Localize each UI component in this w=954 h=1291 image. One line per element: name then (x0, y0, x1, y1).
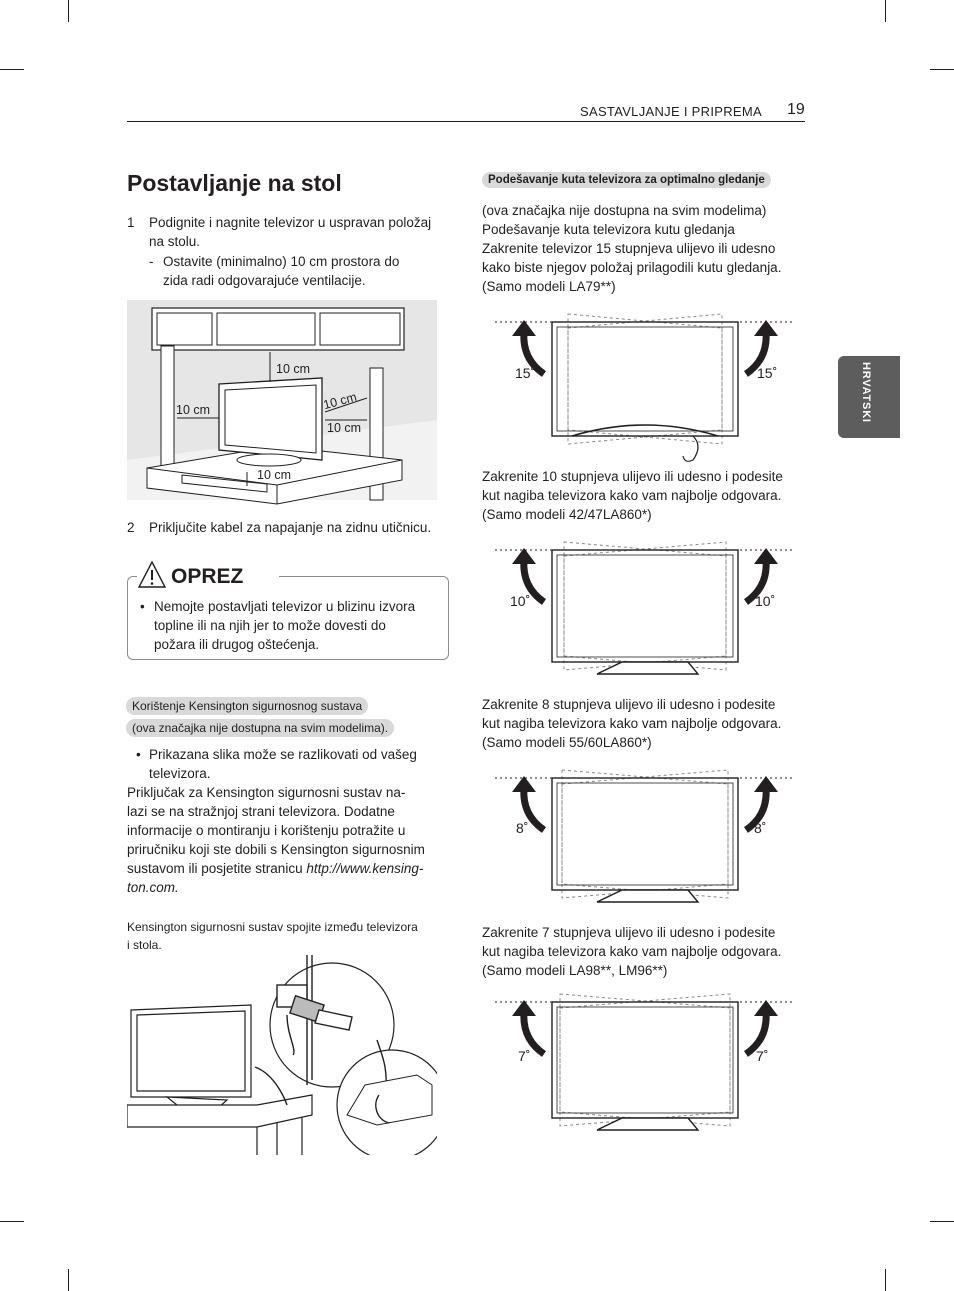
caution-line-2: topline ili na njih jer to može dovesti do (154, 618, 386, 633)
angle-intro-line-3: Zakrenite televizor 15 stupnjeva ulijevo ili udesno (482, 241, 776, 256)
language-tab-label: HRVATSKI (860, 362, 872, 423)
text-10-line-1: Zakrenite 10 stupnjeva ulijevo ili udesno i podesite (482, 469, 783, 484)
tv-stand (572, 425, 718, 436)
tv-screen (557, 1007, 733, 1113)
rotate-right-arrowhead (754, 548, 778, 564)
clearance-label-left: 10 cm (176, 403, 211, 417)
text-7-line-3: (Samo modeli LA98**, LM96**) (482, 963, 668, 978)
rotate-right-arrowhead (754, 776, 778, 792)
angle-label-left-8: 8˚ (516, 820, 529, 836)
swivel-figure-7 (490, 984, 800, 1144)
header-rule (127, 121, 805, 122)
kensington-para-line-2: lazi se na stražnjoj strani televizora. Dodatne (127, 804, 395, 819)
clearance-label-right: 10 cm (327, 421, 362, 435)
caution-line-3: požara ili drugog oštećenja. (154, 637, 320, 652)
text-8-line-2: kut nagiba televizora kako vam najbolje odgovara. (482, 716, 782, 731)
crop-mark (0, 1221, 24, 1222)
crop-mark (885, 0, 886, 22)
angle-label-right-7: 7˚ (756, 1048, 769, 1064)
text-8-line-3: (Samo modeli 55/60LA860*) (482, 735, 652, 750)
tv-screen (557, 783, 733, 885)
tv-screen (557, 327, 733, 431)
angle-label-right-15: 15˚ (757, 365, 778, 381)
rotated-outline-left (560, 994, 730, 1126)
angle-label-left-7: 7˚ (518, 1048, 531, 1064)
angle-label-left-15: 15˚ (515, 365, 536, 381)
rotated-outline-right (560, 994, 730, 1126)
rotated-outline-left (562, 770, 728, 898)
crop-mark (0, 69, 24, 70)
rotated-outline-left (564, 542, 726, 670)
tv-stand (597, 1118, 698, 1130)
kensington-bullet-line-2: televizora. (149, 766, 211, 781)
tv-stand (597, 662, 698, 674)
rotate-right-arrowhead (754, 1000, 778, 1016)
crop-mark (68, 1269, 69, 1291)
tv-stand (597, 890, 698, 902)
step-1-sub-line-1: Ostavite (minimalno) 10 cm prostora do (163, 254, 400, 269)
rotated-outline-right (562, 770, 728, 898)
step-2-text: Priključite kabel za napajanje na zidnu utičnicu. (149, 520, 432, 535)
crop-mark (930, 1221, 954, 1222)
crop-mark (930, 69, 954, 70)
tv-frame (552, 778, 738, 890)
step-2-number: 2 (127, 520, 135, 535)
swivel-figure-10 (490, 532, 800, 682)
language-tab (838, 356, 900, 438)
angle-label-right-10: 10˚ (755, 593, 776, 609)
rotate-right-arrowhead (754, 320, 778, 336)
step-1-line-2: na stolu. (149, 234, 201, 249)
warning-triangle-icon (137, 560, 167, 590)
angle-label-right-8: 8˚ (754, 820, 767, 836)
swivel-figure-15 (490, 304, 800, 464)
angle-intro-line-1: (ova značajka nije dostupna na svim modelima) (482, 203, 767, 218)
text-7-line-2: kut nagiba televizora kako vam najbolje odgovara. (482, 944, 782, 959)
kensington-heading-pill: Korištenje Kensington sigurnosnog sustava (126, 697, 368, 715)
text-10-line-3: (Samo modeli 42/47LA860*) (482, 507, 652, 522)
kensington-para-line-1: Priključak za Kensington sigurnosni sustav na- (127, 785, 406, 800)
step-1-dash: - (149, 254, 154, 269)
angle-intro-line-4: kako biste njegov položaj prilagodili kutu gledanja. (482, 260, 782, 275)
caution-line-1: Nemojte postavljati televizor u blizinu izvora (154, 599, 416, 614)
step-1-number: 1 (127, 215, 135, 230)
angle-intro-line-5: (Samo modeli LA79**) (482, 279, 616, 294)
bullet-icon: • (136, 747, 141, 762)
page-number: 19 (787, 101, 805, 118)
kensington-para-prefix: sustavom ili posjetite stranicu (127, 861, 307, 876)
clearance-label-top: 10 cm (276, 362, 311, 376)
rotated-outline-right (564, 542, 726, 670)
tv-screen (557, 555, 733, 657)
angle-label-left-10: 10˚ (510, 593, 531, 609)
page-title: Postavljanje na stol (127, 170, 342, 196)
crop-mark (68, 0, 69, 22)
kensington-bullet-line-1: Prikazana slika može se razlikovati od vašeg (149, 747, 417, 762)
viewing-angle-heading-pill: Podešavanje kuta televizora za optimalno gledanje (482, 172, 771, 188)
kensington-url-part-2[interactable]: ton.com. (127, 880, 179, 895)
kensington-availability-pill: (ova značajka nije dostupna na svim modelima). (126, 719, 394, 737)
kensington-para-line-5 (127, 859, 423, 878)
angle-intro-line-2: Podešavanje kuta televizora kutu gledanja (482, 222, 735, 237)
tv-frame (552, 550, 738, 662)
tv-stand-foot (683, 436, 698, 461)
crop-mark (885, 1269, 886, 1291)
step-1-sub-line-2: zida radi odgovarajuće ventilacije. (163, 273, 366, 288)
running-header: SASTAVLJANJE I PRIPREMA (580, 104, 762, 119)
tv-frame (552, 1002, 738, 1118)
bullet-icon: • (140, 599, 145, 614)
clearance-label-bottom: 10 cm (257, 468, 292, 482)
caution-title: OPREZ (171, 565, 244, 588)
text-7-line-1: Zakrenite 7 stupnjeva ulijevo ili udesno i podesite (482, 925, 776, 940)
kensington-note-line-2: i stola. (127, 938, 162, 952)
text-8-line-1: Zakrenite 8 stupnjeva ulijevo ili udesno i podesite (482, 697, 776, 712)
clearance-label-right-upper: 10 cm (321, 389, 359, 413)
kensington-note-line-1: Kensington sigurnosni sustav spojite između televizora (127, 920, 418, 934)
kensington-url-part-1[interactable]: http://www.kensing- (306, 861, 424, 876)
kensington-para-line-3: informacije o montiranju i korištenju potražite u (127, 823, 406, 838)
step-1-line-1: Podignite i nagnite televizor u uspravan položaj (149, 215, 432, 230)
text-10-line-2: kut nagiba televizora kako vam najbolje odgovara. (482, 488, 782, 503)
tv-frame (552, 322, 738, 436)
kensington-para-line-4: priručniku koji ste dobili s Kensington sigurnosnim (127, 842, 425, 857)
kensington-lock-figure (127, 955, 437, 1155)
